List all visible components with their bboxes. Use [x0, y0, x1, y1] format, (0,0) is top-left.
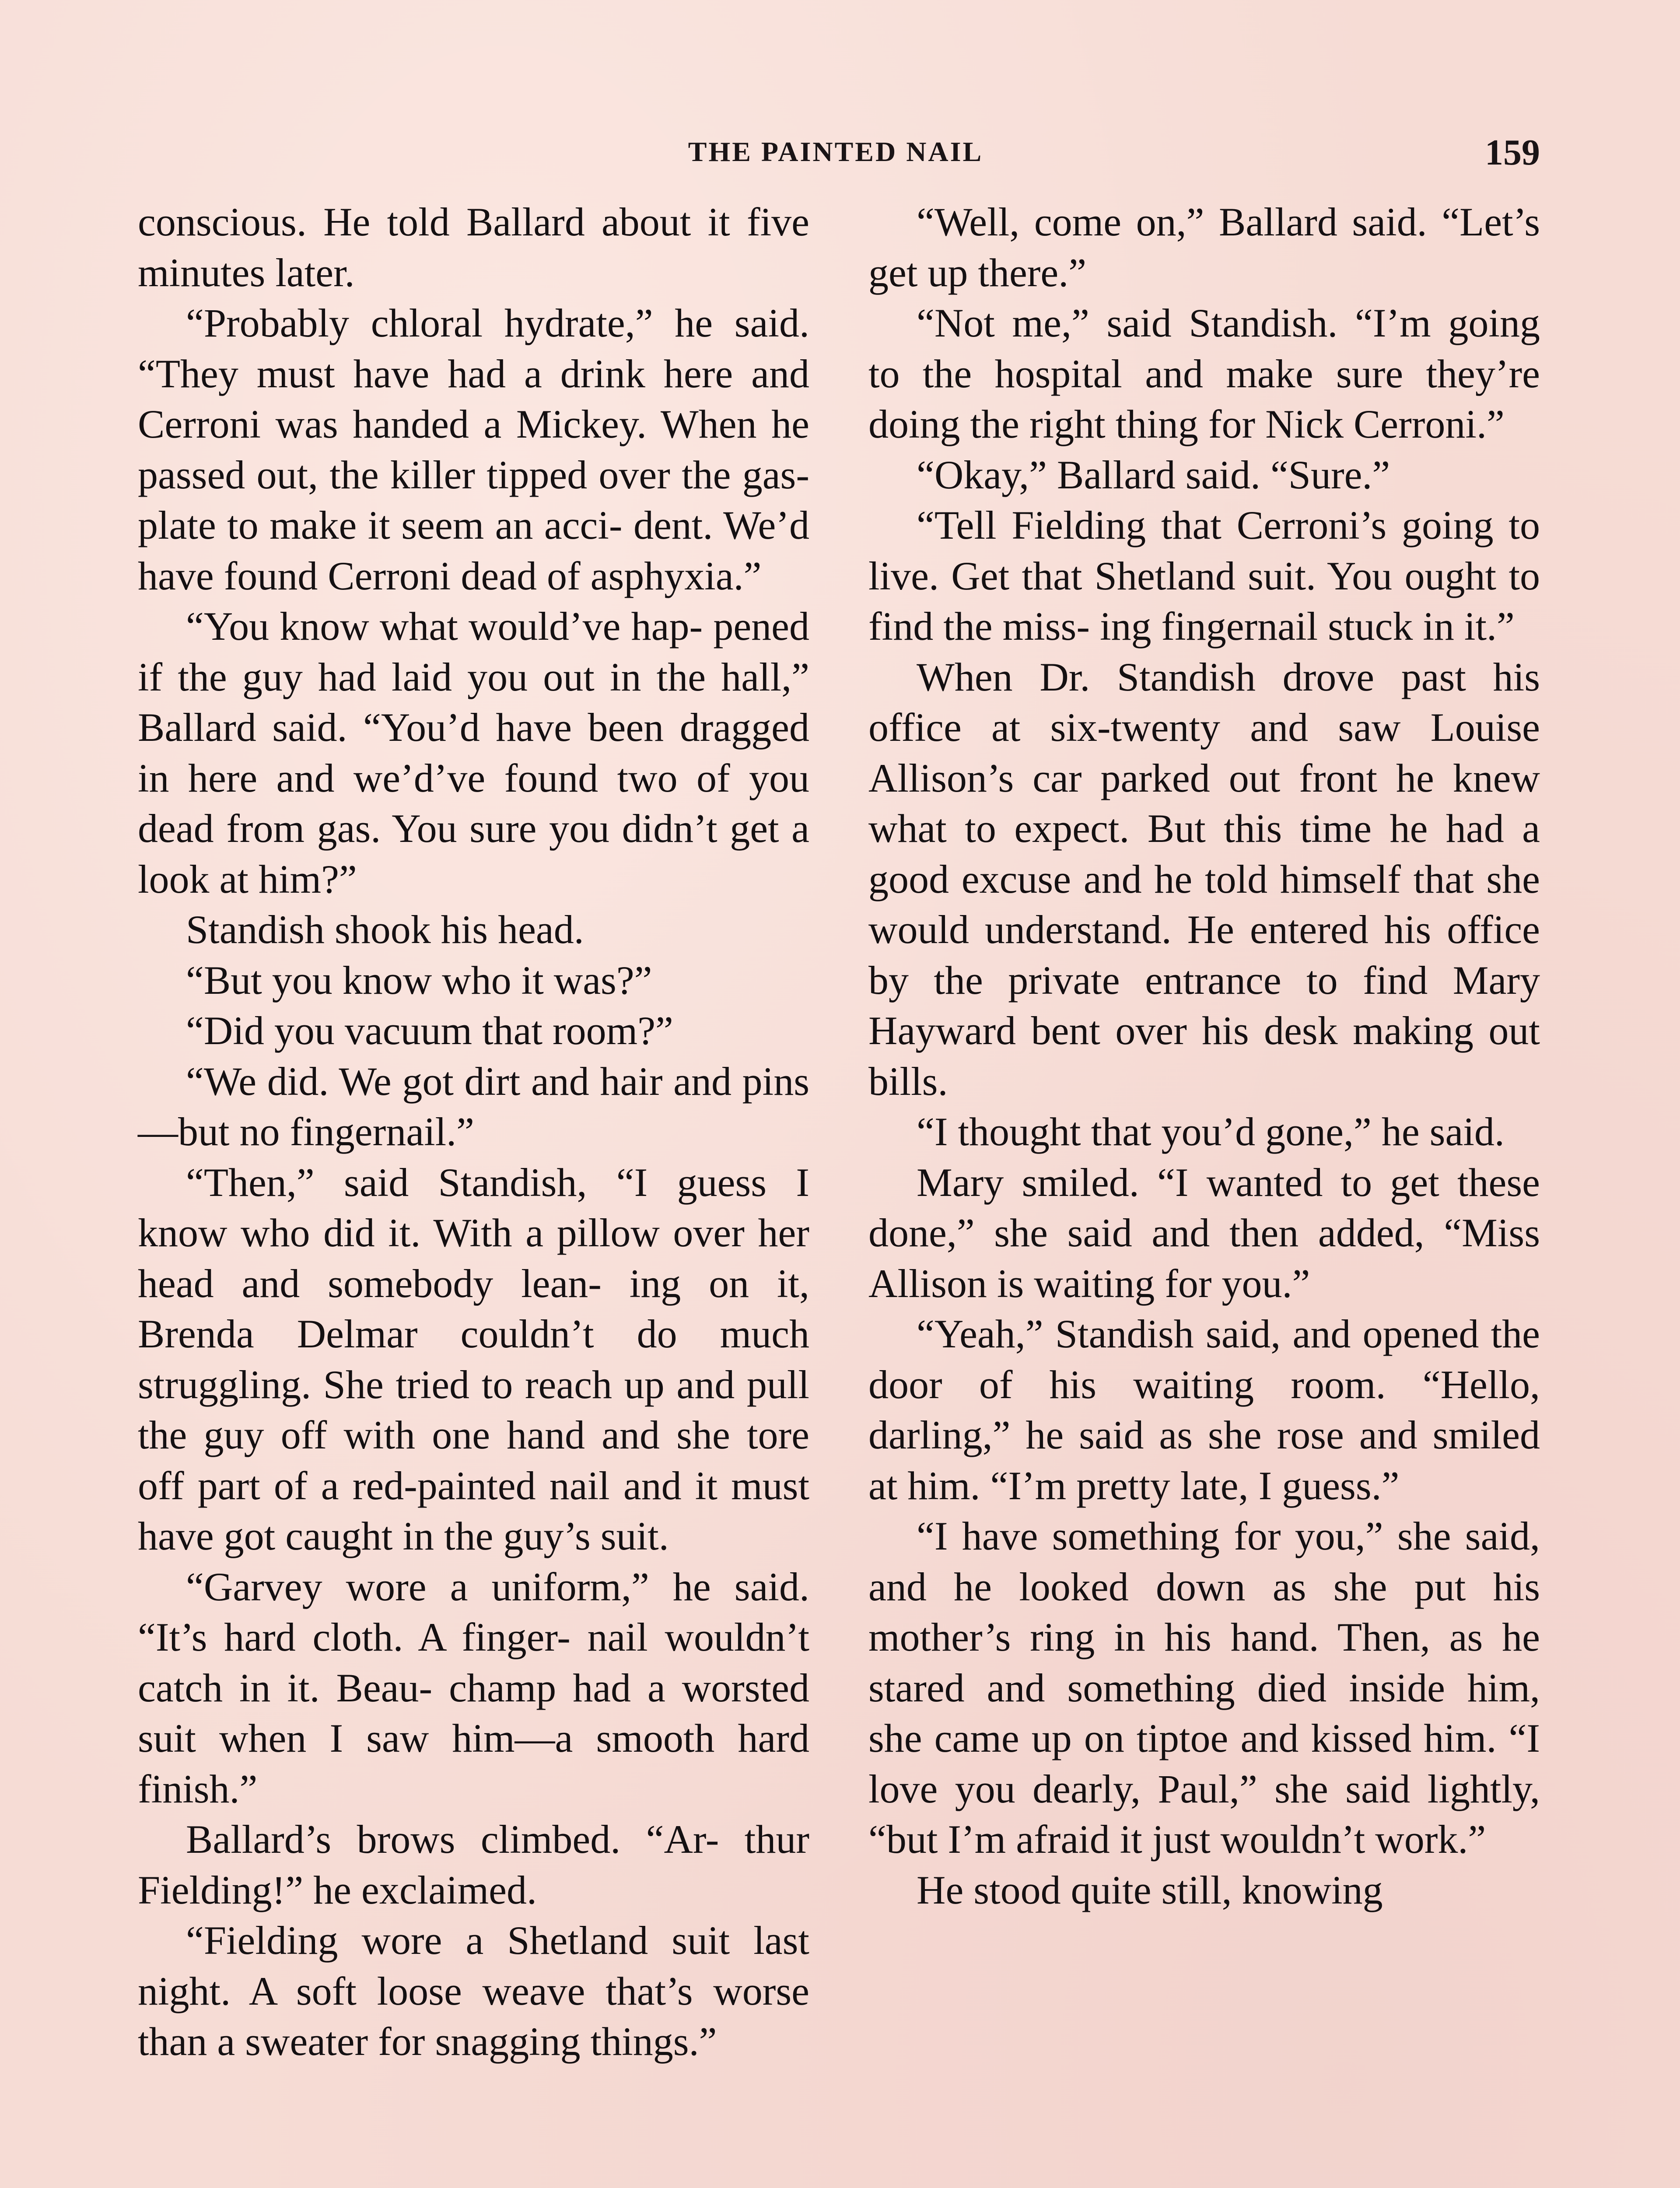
paragraph: Mary smiled. “I wanted to get these done,” she said and then added, “Miss Allison is waiting for you.”: [868, 1160, 1540, 1306]
paragraph: conscious. He told Ballard about it five minutes later.: [138, 200, 809, 295]
paragraph: “Not me,” said Standish. “I’m going to the hospital and make sure they’re doing the right thing for Nick Cerroni.”: [868, 301, 1540, 446]
paragraph: “Yeah,” Standish said, and opened the door of his waiting room. “Hello, darling,” he said as she rose and smiled at him. “I’m pretty late, I guess.”: [868, 1311, 1540, 1508]
paragraph: “Probably chloral hydrate,” he said. “They must have had a drink here and Cerroni was handed a Mickey. When he passed out, the killer tipped over the gas-plate to make it seem an acci- dent. We’d have found Cerroni dead of asphyxia.”: [138, 301, 809, 598]
running-head: [131, 127, 1540, 175]
paragraph: “Then,” said Standish, “I guess I know who did it. With a pillow over her head and somebody lean- ing on it, Brenda Delmar couldn’t do much struggling. She tried to reach up and pull the guy off with one hand and she tore off part of a red-painted nail and it must have got caught in the guy’s suit.: [138, 1160, 809, 1558]
paragraph: “But you know who it was?”: [186, 957, 652, 1003]
paragraph: He stood quite still, knowing: [917, 1867, 1383, 1912]
paragraph: Standish shook his head.: [186, 907, 584, 952]
paragraph: “Tell Fielding that Cerroni’s going to live. Get that Shetland suit. You ought to find the miss- ing fingernail stuck in it.”: [868, 503, 1540, 649]
left-column: [138, 197, 809, 2067]
paragraph: “Well, come on,” Ballard said. “Let’s get up there.”: [868, 200, 1540, 295]
paragraph: “Fielding wore a Shetland suit last night. A soft loose weave that’s worse than a sweater for snagging things.”: [138, 1918, 809, 2064]
paragraph: “Garvey wore a uniform,” he said. “It’s hard cloth. A finger- nail wouldn’t catch in it. Beau- champ had a worsted suit when I saw him—a smooth hard finish.”: [138, 1564, 809, 1811]
paragraph: “I have something for you,” she said, and he looked down as she put his mother’s ring in his hand. Then, as he stared and something died inside him, she came up on tiptoe and kissed him. “I love you dearly, Paul,” she said lightly, “but I’m afraid it just wouldn’t work.”: [868, 1514, 1540, 1862]
paragraph: “You know what would’ve hap- pened if the guy had laid you out in the hall,” Ballard said. “You’d have been dragged in here and we’d’ve found two of you dead from gas. You sure you didn’t get a look at him?”: [138, 604, 809, 901]
paragraph: “We did. We got dirt and hair and pins—but no fingernail.”: [138, 1059, 809, 1154]
running-title: THE PAINTED NAIL: [688, 136, 984, 167]
paragraph: “Okay,” Ballard said. “Sure.”: [917, 452, 1390, 497]
text-columns: [138, 197, 1540, 2067]
paragraph: When Dr. Standish drove past his office at six-twenty and saw Louise Allison’s car parked out front he knew what to expect. But this time he had a good excuse and he told himself that she would understand. He entered his office by the private entrance to find Mary Hayward bent over his desk making out bills.: [868, 654, 1540, 1104]
right-column: [868, 197, 1540, 2067]
paragraph: Ballard’s brows climbed. “Ar- thur Fielding!” he exclaimed.: [138, 1817, 809, 1912]
paragraph: “Did you vacuum that room?”: [186, 1008, 673, 1053]
page-number: 159: [1485, 132, 1540, 173]
paragraph: “I thought that you’d gone,” he said.: [917, 1109, 1505, 1154]
